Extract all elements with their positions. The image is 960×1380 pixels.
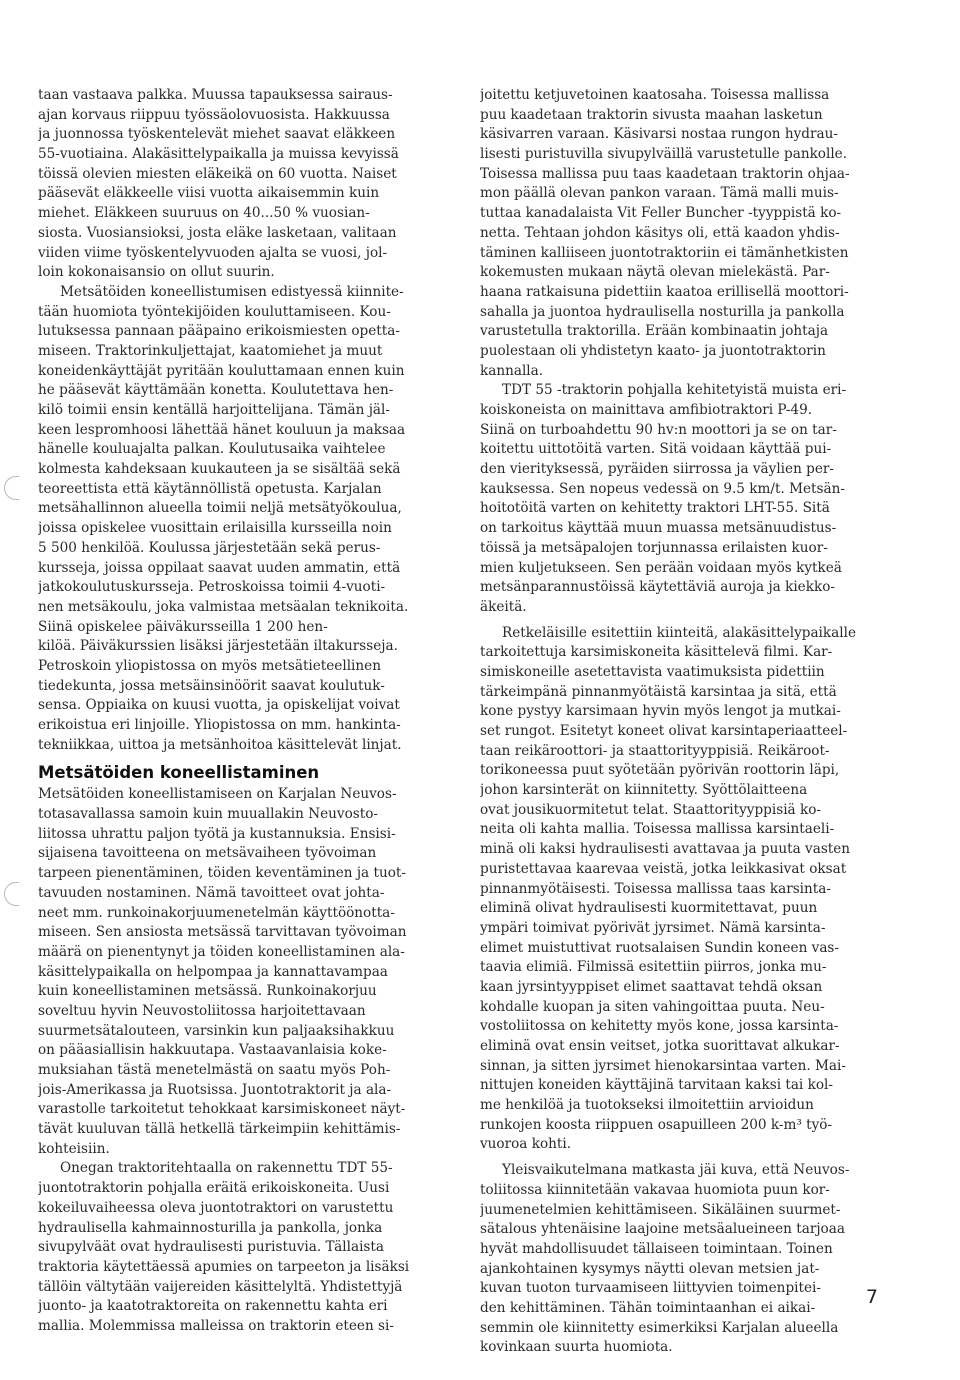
right-column xyxy=(480,86,892,1358)
text-line: den vierityksessä, pyräiden siirrossa ja väylien per- xyxy=(480,461,834,478)
text-line: hänelle kouluajalta palkan. Koulutusaika vaihtelee xyxy=(38,441,386,458)
text-line: ja juonnossa työskentelevät miehet saavat eläkkeen xyxy=(38,126,396,143)
text-line: keen lespromhoosi lähettää hänet kouluun ja maksaa xyxy=(38,421,406,438)
text-line: Siinä on turboahdettu 90 hv:n moottori ja se on tar- xyxy=(480,421,837,438)
text-line: traktoria käytettäessä apumies on tarpeeton ja lisäksi xyxy=(38,1258,410,1275)
text-line: koiskoneista on mainittava amfibiotraktori P-49. xyxy=(480,402,813,418)
text-line: tällöin vältytään vaijereiden käsittelyltä. Yhdistettyjä xyxy=(38,1278,403,1295)
text-line: taavia elimiä. Filmissä esitettiin piirros, jonka mu- xyxy=(480,959,827,976)
text-line: lutuksessa pannaan pääpaino erikoismiesten opetta- xyxy=(38,323,400,340)
text-line: liitossa uhrattu paljon työtä ja kustannuksia. Ensisi- xyxy=(38,825,396,842)
text-line: taan reikäroottori- ja staattorityyppisiä. Reikäroot- xyxy=(480,742,830,759)
text-line: mallia. Molemmissa malleissa on traktorin eteen si- xyxy=(38,1317,394,1334)
left-column xyxy=(38,86,448,1337)
text-line: Petroskoin yliopistossa on myös metsätieteellinen xyxy=(38,657,381,674)
text-line: metsähallinnon alueella toimii neljä metsätyökoulua, xyxy=(38,500,402,517)
text-line: varustetulla traktorilla. Erään kombinaatin johtaja xyxy=(480,323,829,340)
text-line: runkojen koosta riippuen osapuilleen 200 k-m³ työ- xyxy=(480,1116,833,1133)
text-line: kohteisiin. xyxy=(38,1140,110,1157)
paragraph xyxy=(38,86,448,283)
text-line: nen metsäkoulu, joka valmistaa metsäalan teknikoita. xyxy=(38,598,409,615)
text-line: neet mm. runkoinakorjuumenetelmän käyttöönotta- xyxy=(38,904,395,921)
text-line: vostoliitossa on kehitetty myös kone, jossa karsinta- xyxy=(480,1018,839,1035)
text-line: kaan jyrsintyyppiset elimet saattavat tehdä oksan xyxy=(480,978,823,995)
text-line: TDT 55 -traktorin pohjalla kehitetyistä muista eri- xyxy=(502,382,847,399)
text-line: koitettu uittotöitä varten. Sitä voidaan käyttää pui- xyxy=(480,441,832,458)
text-line: töissä olevien miesten eläkeikä on 60 vuotta. Naiset xyxy=(38,165,397,182)
text-line: kilöä. Päiväkurssien lisäksi järjestetään iltakursseja. xyxy=(38,638,398,655)
text-line: tään huomiota työntekijöiden kouluttamiseen. Kou- xyxy=(38,303,391,320)
text-line: erikoistua eri linjoille. Yliopistossa on mm. hankinta- xyxy=(38,717,401,733)
text-line: semmin ole kiinnitetty esimerkiksi Karjalan alueella xyxy=(480,1319,839,1336)
text-line: haana ratkaisuna pidettiin kaatoa erillisellä moottori- xyxy=(480,283,849,300)
punch-hole-mark xyxy=(4,476,19,500)
text-line: kohdalle kuopan ja siten vahingoittaa puuta. Neu- xyxy=(480,998,825,1015)
text-line: tiedekunta, jossa metsäinsinöörit saavat koulutuk- xyxy=(38,677,385,694)
text-line: tävät kuuluvan tällä hetkellä tärkeimpiin kehittämis- xyxy=(38,1121,401,1138)
paragraph xyxy=(38,1159,448,1336)
text-line: Yleisvaikutelmana matkasta jäi kuva, että Neuvos- xyxy=(502,1162,850,1179)
text-line: sinnan, ja sitten jyrsimet hienokarsintaa varten. Mai- xyxy=(480,1057,846,1074)
text-line: siosta. Vuosiansioksi, josta eläke lasketaan, valitaan xyxy=(38,224,397,241)
text-line: lisesti puristuvilla sivupylväillä varustetulle pankolle. xyxy=(480,146,848,163)
text-line: viiden viime työskentelyvuoden ajalta se vuosi, jol- xyxy=(38,244,388,261)
text-line: sätalous yhtenäisine laajoine metsäalueineen tarjoaa xyxy=(480,1221,845,1238)
text-line: kolmesta kahdeksaan kuukauteen ja se sisältää sekä xyxy=(38,461,401,478)
text-line: kone pystyy karsimaan hyvin myös lengot ja mutkai- xyxy=(480,703,841,720)
text-line: totasavallassa samoin kuin muuallakin Neuvosto- xyxy=(38,806,378,823)
text-line: simiskoneille asetettavista vaatimuksista pidettiin xyxy=(480,663,825,680)
page-number: 7 xyxy=(865,1286,878,1308)
text-line: Siinä opiskelee päiväkursseilla 1 200 hen- xyxy=(38,618,328,635)
text-line: kuvan tuoton turvaamiseen liittyvien toimenpitei- xyxy=(480,1280,821,1297)
paragraph xyxy=(480,1161,892,1358)
text-line: sijaisena tavoitteena on metsävaiheen työvoiman xyxy=(38,845,377,862)
text-line: soveltuu hyvin Neuvostoliitossa harjoitettavaan xyxy=(38,1002,366,1019)
text-line: set rungot. Esitetyt koneet olivat karsintaperiaatteel- xyxy=(480,723,848,739)
text-line: joitettu ketjuvetoinen kaatosaha. Toisessa mallissa xyxy=(480,87,830,103)
text-line: pääsevät eläkkeelle viisi vuotta aikaisemmin kuin xyxy=(38,185,380,202)
text-line: he pääsevät käyttämään konetta. Koulutettava hen- xyxy=(38,382,394,399)
text-line: kokeiluvaiheessa oleva juontotraktori on varustettu xyxy=(38,1199,394,1216)
text-line: kilö toimii ensin kentällä harjoittelijana. Tämän jäl- xyxy=(38,402,390,418)
text-line: metsänparannustöissä käytettäviä auroja ja kiekko- xyxy=(480,579,835,596)
text-line: Toisessa mallissa puu taas kaadetaan traktorin ohjaa- xyxy=(480,165,850,182)
text-line: määrä on pienentynyt ja töiden koneellistaminen ala- xyxy=(38,943,405,960)
section-heading: Metsätöiden koneellistaminen xyxy=(38,763,320,783)
text-line: elimet muistuttivat ruotsalaisen Sundin koneen vas- xyxy=(480,939,840,956)
text-line: Onegan traktoritehtaalla on rakennettu TDT 55- xyxy=(60,1160,393,1177)
text-line: sahalla ja juontoa hydraulisella nosturilla ja pankolla xyxy=(480,303,845,320)
text-line: johon karsinterät on kiinnitetty. Syöttölaitteena xyxy=(480,782,808,799)
text-line: me henkilöä ja tuotokseksi ilmoitettiin arvioidun xyxy=(480,1097,814,1114)
paragraph xyxy=(480,86,892,381)
text-line: kovinkaan suurta huomiota. xyxy=(480,1339,673,1356)
text-line: hoitotöitä varten on kehitetty traktori LHT-55. Sitä xyxy=(480,500,830,517)
text-line: muksiahan tästä menetelmästä on saatu myös Poh- xyxy=(38,1062,391,1078)
text-line: Metsätöiden koneellistumisen edistyessä kiinnite- xyxy=(60,283,404,300)
text-line: tarkoitettuja karsimiskoneita käsittelevä filmi. Kar- xyxy=(480,644,833,661)
text-line: puristettavaa kaarevaa veistä, jotka leikkasivat oksat xyxy=(480,860,847,877)
text-line: torikoneessa puut syötetään pyörivän roottorin läpi, xyxy=(480,762,840,779)
text-line: tavuuden nostaminen. Nämä tavoitteet ovat johta- xyxy=(38,884,385,901)
text-line: juumenetelmien kehittämiseen. Sikäläinen suurmet- xyxy=(480,1201,841,1218)
text-line: hyvät mahdollisuudet tällaiseen toimintaan. Toinen xyxy=(480,1240,833,1257)
text-line: on pääasiallisin hakkuutapa. Vastaavanlaisia koke- xyxy=(38,1042,387,1059)
text-line: tärkeimpänä pinnanmyötäistä karsintaa ja sitä, että xyxy=(480,683,837,700)
text-line: tuttaa kanadalaista Vit Feller Buncher -tyyppistä ko- xyxy=(480,205,842,222)
text-line: tarpeen pienentäminen, töiden keventäminen ja tuot- xyxy=(38,865,406,882)
text-line: kuin koneellistaminen metsässä. Runkoinakorjuu xyxy=(38,983,377,1000)
text-line: ajan korvaus riippuu työssäolovuosista. Hakkuussa xyxy=(38,106,390,123)
text-line: äkeitä. xyxy=(480,598,527,615)
text-line: 55-vuotiaina. Alakäsittelypaikalla ja muissa kevyissä xyxy=(38,146,399,163)
text-line: miseen. Sen ansiosta metsässä tarvittavan työvoiman xyxy=(38,924,407,941)
text-line: ympäri toimivat pyörivät jyrsimet. Nämä karsinta- xyxy=(480,919,826,936)
paragraph xyxy=(480,381,892,617)
text-line: loin kokonaisansio on ollut suurin. xyxy=(38,264,275,281)
text-line: mon päällä olevan pankon varaan. Tämä malli muis- xyxy=(480,185,839,202)
text-line: kursseja, joissa oppilaat saavat uuden ammatin, että xyxy=(38,559,401,576)
text-line: tekniikkaa, uittoa ja metsänhoitoa käsittelevät linjat. xyxy=(38,736,402,753)
paragraph xyxy=(38,785,448,1159)
text-line: suurmetsätalouteen, varsinkin kun paljaaksihakkuu xyxy=(38,1022,395,1039)
text-line: varastolle tarkoitetut tehokkaat karsimiskoneet näyt- xyxy=(38,1101,406,1118)
text-line: netta. Tehtaan johdon käsitys oli, että kaadon yhdis- xyxy=(480,224,840,241)
text-line: ovat jousikuormitetut telat. Staattorityyppisiä ko- xyxy=(480,801,821,818)
text-line: puu kaadetaan traktorin sivusta maahan lasketun xyxy=(480,106,823,123)
text-line: neita oli kahta mallia. Toisessa mallissa karsintaeli- xyxy=(480,821,835,838)
text-line: vuoroa kohti. xyxy=(480,1136,572,1153)
text-line: kannalla. xyxy=(480,362,544,379)
text-line: juonto- ja kaatotraktoreita on rakennettu kahta eri xyxy=(38,1298,388,1315)
text-line: joissa opiskelee vuosittain erilaisilla kursseilla noin xyxy=(38,520,392,537)
paragraph xyxy=(480,624,892,1156)
text-line: miehet. Eläkkeen suuruus on 40...50 % vuosian- xyxy=(38,205,370,222)
text-line: eliminä olivat hydraulisesti kuormitettavat, puun xyxy=(480,900,818,917)
text-line: Metsätöiden koneellistamiseen on Karjalan Neuvos- xyxy=(38,786,397,803)
text-line: mien kuljetukseen. Sen perään voidaan myös kytkeä xyxy=(480,559,842,576)
text-line: kauksessa. Sen nopeus vedessä on 9.5 km/t. Metsän- xyxy=(480,480,845,497)
text-line: toliitossa kiinnitetään vakavaa huomiota puun kor- xyxy=(480,1181,830,1198)
text-line: koneidenkäyttäjät pyritään kouluttamaan ennen kuin xyxy=(38,362,405,379)
text-line: juontotraktorin pohjalla eräitä erikoiskoneita. Uusi xyxy=(38,1180,390,1197)
text-line: käsittelypaikalla on helpompaa ja kannattavampaa xyxy=(38,963,388,980)
text-line: töissä ja metsäpalojen torjunnassa erilaisten kuor- xyxy=(480,539,828,556)
text-line: hydraulisella kahmainnosturilla ja pankolla, jonka xyxy=(38,1219,383,1236)
text-line: käsivarren varaan. Käsivarsi nostaa rungon hydrau- xyxy=(480,126,838,143)
text-line: jatkokoulutuskursseja. Petroskoissa toimii 4-vuoti- xyxy=(38,579,386,596)
text-line: ajankohtainen kysymys näytti olevan metsien jat- xyxy=(480,1260,820,1277)
text-line: minä oli kaksi hydraulisesti avattavaa ja puuta vasten xyxy=(480,841,851,858)
text-line: kokemusten mukaan näytä olevan mielekästä. Par- xyxy=(480,264,830,281)
text-line: jois-Amerikassa ja Ruotsissa. Juontotraktorit ja ala- xyxy=(38,1081,392,1098)
text-line: puolestaan oli yhdistetyn kaato- ja juontotraktorin xyxy=(480,342,826,359)
text-line: miseen. Traktorinkuljettajat, kaatomiehet ja muut xyxy=(38,342,383,359)
punch-hole-mark xyxy=(4,882,19,906)
text-line: sensa. Oppiaika on kuusi vuotta, ja opiskelijat voivat xyxy=(38,697,400,714)
text-line: nittujen koneiden käyttäjinä tarvitaan kaksi tai kol- xyxy=(480,1077,833,1094)
text-line: eliminä ovat ensin veitset, jotka suorittavat alkukar- xyxy=(480,1038,840,1054)
text-line: den kehittäminen. Tähän toimintaanhan ei aikai- xyxy=(480,1299,816,1316)
text-line: teoreettista että käytännöllistä opetusta. Karjalan xyxy=(38,480,382,497)
paragraph xyxy=(38,283,448,756)
text-line: on tarkoitus käyttää muun muassa metsänuudistus- xyxy=(480,520,837,537)
text-line: sivupylväät ovat hydraulisesti puristuvia. Tällaista xyxy=(38,1239,384,1256)
text-line: 5 500 henkilöä. Koulussa järjestetään sekä perus- xyxy=(38,539,381,556)
text-line: täminen kalliiseen juontotraktoriin ei tämänhetkisten xyxy=(480,244,849,261)
text-line: Retkeläisille esitettiin kiinteitä, alakäsittelypaikalle xyxy=(502,624,856,641)
text-line: pinnanmyötäisesti. Toisessa mallissa taas karsinta- xyxy=(480,880,831,897)
text-line: taan vastaava palkka. Muussa tapauksessa sairaus- xyxy=(38,87,393,103)
